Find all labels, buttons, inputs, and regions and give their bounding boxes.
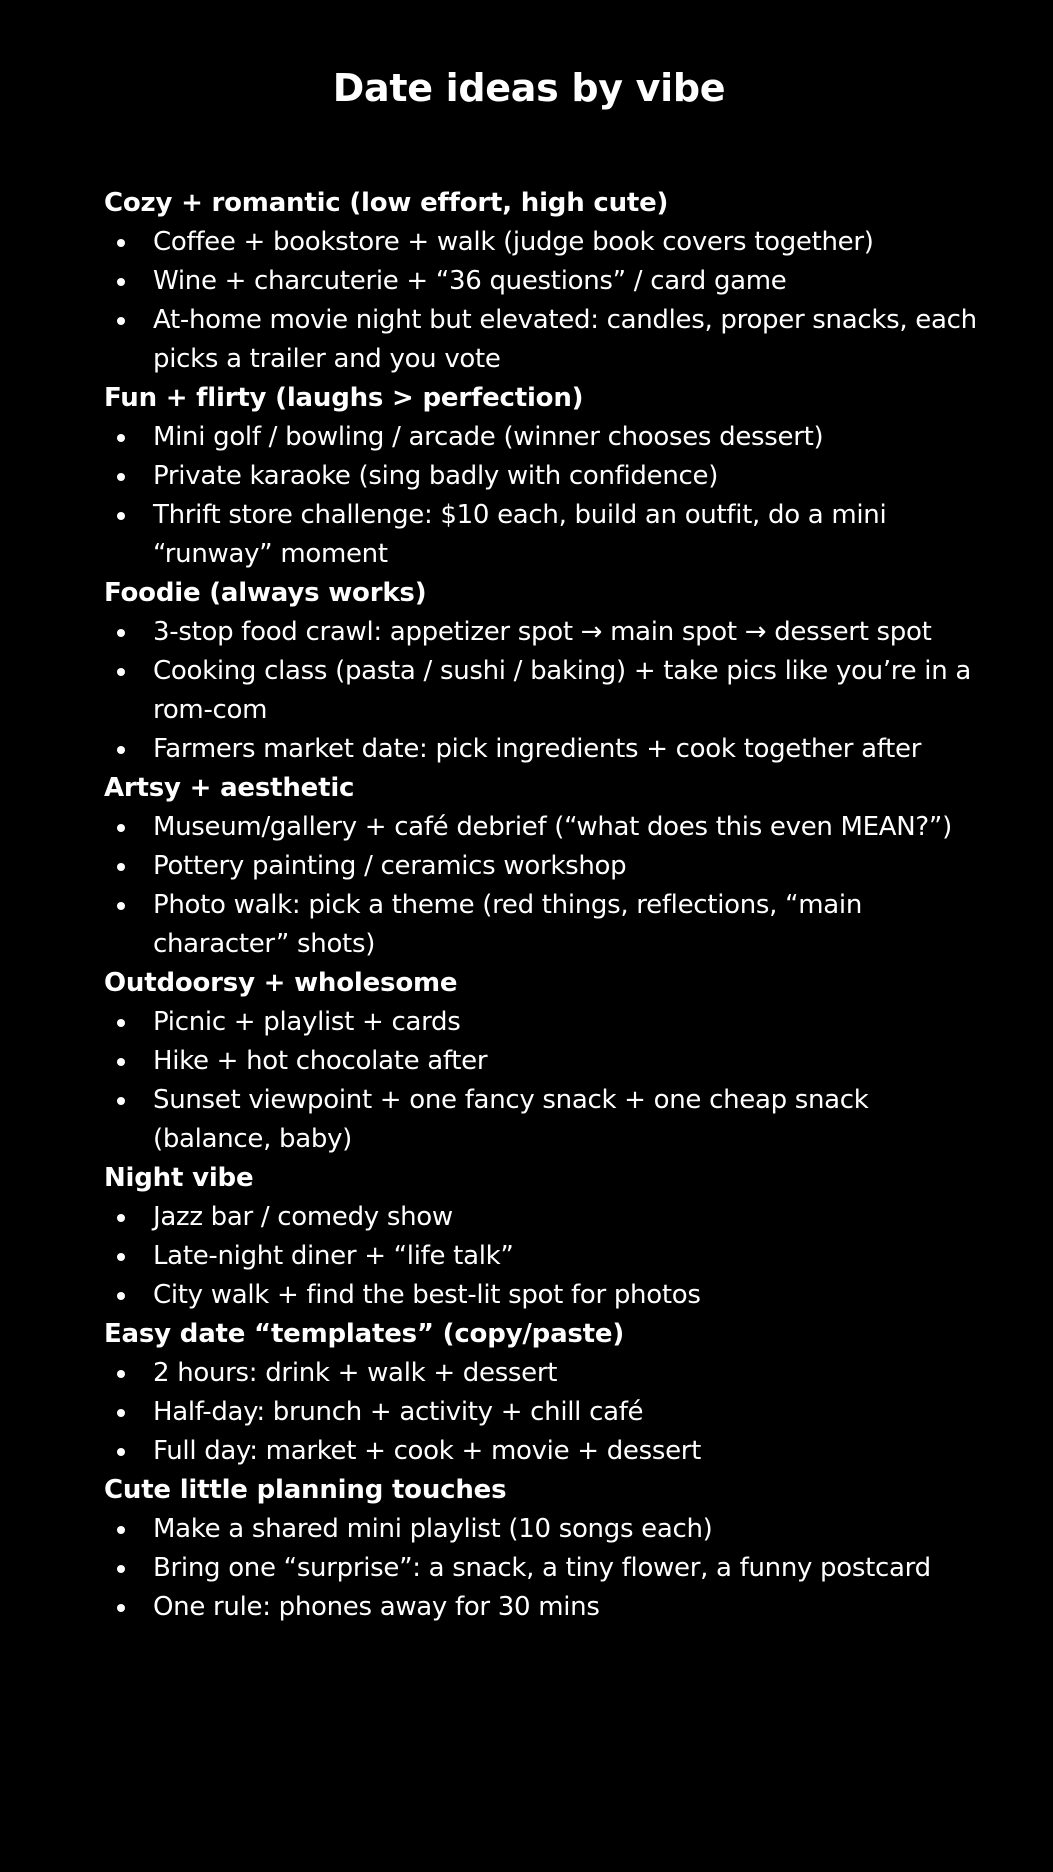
list-item bbox=[104, 1510, 984, 1549]
bullet-list bbox=[104, 1354, 984, 1471]
list-item bbox=[104, 652, 984, 730]
section-heading: Outdoorsy + wholesome bbox=[104, 968, 458, 998]
section-heading: Foodie (always works) bbox=[104, 578, 427, 608]
bullet-list bbox=[104, 613, 984, 769]
list-item bbox=[104, 262, 984, 301]
section-heading: Fun + flirty (laughs > perfection) bbox=[104, 383, 584, 413]
list-item-text: Wine + charcuterie + “36 questions” / card game bbox=[153, 266, 787, 296]
section-easy-templates bbox=[104, 1315, 984, 1471]
bullet-list bbox=[104, 808, 984, 964]
list-item bbox=[104, 1588, 984, 1627]
list-item-text: Half-day: brunch + activity + chill café bbox=[153, 1397, 644, 1427]
section-heading: Easy date “templates” (copy/paste) bbox=[104, 1319, 625, 1349]
section-planning-touches bbox=[104, 1471, 984, 1627]
list-item-text: Late-night diner + “life talk” bbox=[153, 1241, 514, 1271]
bullet-list bbox=[104, 223, 984, 379]
list-item-text: Make a shared mini playlist (10 songs each) bbox=[153, 1514, 713, 1544]
list-item-text: At-home movie night but elevated: candles, proper snacks, each picks a trailer and you vote bbox=[153, 305, 977, 374]
page-title: Date ideas by vibe bbox=[332, 66, 726, 110]
list-item bbox=[104, 496, 984, 574]
list-item-text: Jazz bar / comedy show bbox=[153, 1202, 453, 1232]
section-heading: Artsy + aesthetic bbox=[104, 773, 355, 803]
list-item bbox=[104, 1432, 984, 1471]
list-item-text: Picnic + playlist + cards bbox=[153, 1007, 461, 1037]
list-item-text: 3-stop food crawl: appetizer spot → main spot → dessert spot bbox=[153, 617, 932, 647]
list-item-text: One rule: phones away for 30 mins bbox=[153, 1592, 600, 1622]
list-item bbox=[104, 1198, 984, 1237]
sections-container bbox=[104, 184, 984, 1627]
list-item-text: Hike + hot chocolate after bbox=[153, 1046, 488, 1076]
list-item bbox=[104, 730, 984, 769]
list-item-text: Mini golf / bowling / arcade (winner chooses dessert) bbox=[153, 422, 824, 452]
bullet-list bbox=[104, 1198, 984, 1315]
section-heading: Cozy + romantic (low effort, high cute) bbox=[104, 188, 669, 218]
list-item bbox=[104, 301, 984, 379]
list-item bbox=[104, 223, 984, 262]
section-foodie bbox=[104, 574, 984, 769]
bullet-list bbox=[104, 1510, 984, 1627]
list-item bbox=[104, 1081, 984, 1159]
list-item-text: Sunset viewpoint + one fancy snack + one cheap snack (balance, baby) bbox=[153, 1085, 869, 1154]
list-item-text: Pottery painting / ceramics workshop bbox=[153, 851, 627, 881]
list-item bbox=[104, 886, 984, 964]
list-item-text: Photo walk: pick a theme (red things, reflections, “main character” shots) bbox=[153, 890, 863, 959]
list-item-text: Full day: market + cook + movie + dessert bbox=[153, 1436, 702, 1466]
list-item bbox=[104, 1354, 984, 1393]
list-item bbox=[104, 1003, 984, 1042]
list-item bbox=[104, 613, 984, 652]
list-item bbox=[104, 1042, 984, 1081]
list-item-text: Farmers market date: pick ingredients + cook together after bbox=[153, 734, 922, 764]
list-item-text: Museum/gallery + café debrief (“what does this even MEAN?”) bbox=[153, 812, 952, 842]
list-item bbox=[104, 847, 984, 886]
list-item bbox=[104, 1237, 984, 1276]
list-item bbox=[104, 808, 984, 847]
section-artsy-aesthetic bbox=[104, 769, 984, 964]
list-item bbox=[104, 1276, 984, 1315]
list-item bbox=[104, 418, 984, 457]
list-item bbox=[104, 1393, 984, 1432]
list-item-text: City walk + find the best-lit spot for photos bbox=[153, 1280, 701, 1310]
section-fun-flirty bbox=[104, 379, 984, 574]
section-cozy-romantic bbox=[104, 184, 984, 379]
list-item-text: Bring one “surprise”: a snack, a tiny flower, a funny postcard bbox=[153, 1553, 931, 1583]
list-item-text: 2 hours: drink + walk + dessert bbox=[153, 1358, 558, 1388]
list-item-text: Private karaoke (sing badly with confidence) bbox=[153, 461, 719, 491]
section-heading: Night vibe bbox=[104, 1163, 254, 1193]
list-item-text: Cooking class (pasta / sushi / baking) + take pics like you’re in a rom-com bbox=[153, 656, 971, 725]
list-item bbox=[104, 1549, 984, 1588]
section-night-vibe bbox=[104, 1159, 984, 1315]
bullet-list bbox=[104, 1003, 984, 1159]
list-item-text: Coffee + bookstore + walk (judge book covers together) bbox=[153, 227, 874, 257]
section-outdoorsy-wholesome bbox=[104, 964, 984, 1159]
bullet-list bbox=[104, 418, 984, 574]
list-item-text: Thrift store challenge: $10 each, build an outfit, do a mini “runway” moment bbox=[153, 500, 887, 569]
section-heading: Cute little planning touches bbox=[104, 1475, 507, 1505]
list-item bbox=[104, 457, 984, 496]
